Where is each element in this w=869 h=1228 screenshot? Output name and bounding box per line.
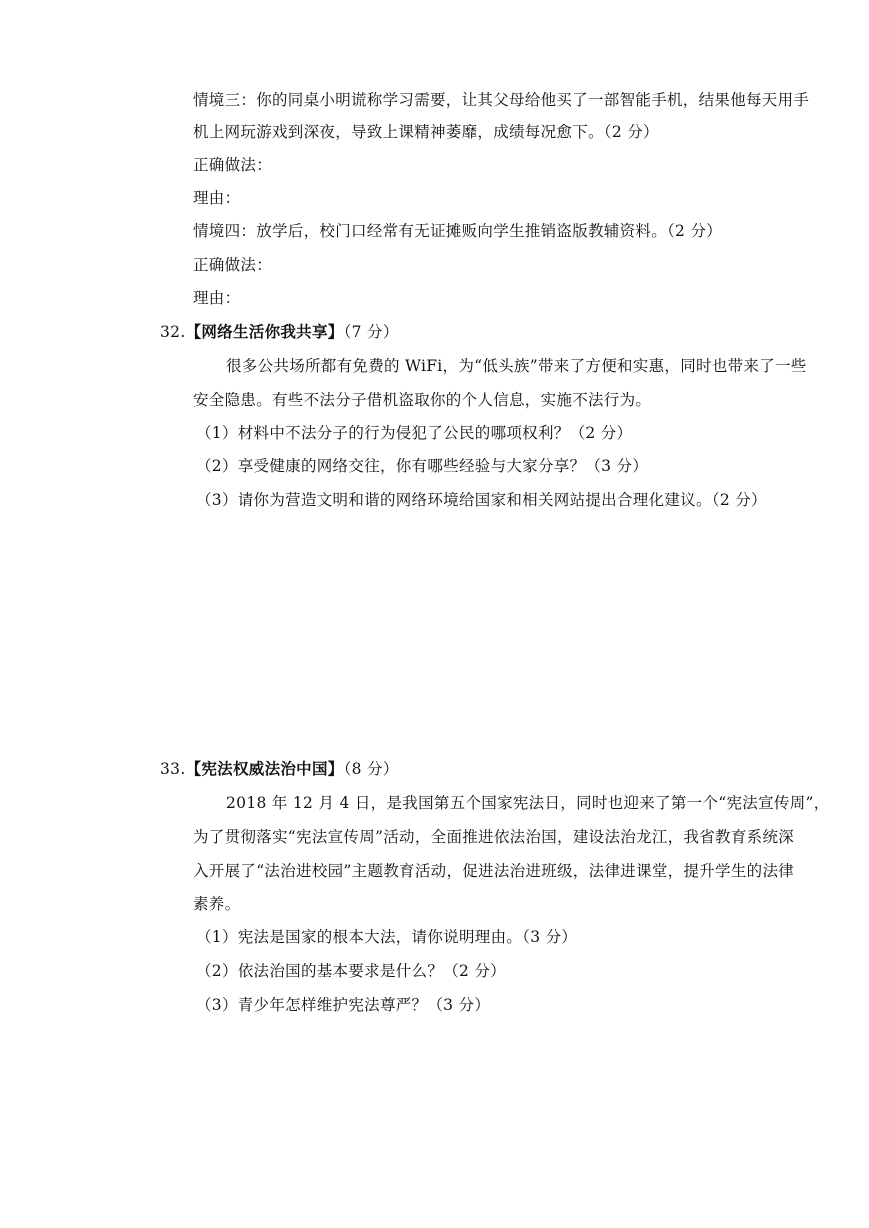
question-33-material-line-1: 2018 年 12 月 4 日，是我国第五个国家宪法日，同时也迎来了第一个“宪法宣传周”， bbox=[226, 794, 830, 812]
question-33-material-line-2: 为了贯彻落实“宪法宣传周”活动，全面推进依法治国，建设法治龙江，我省教育系统深 bbox=[193, 828, 795, 846]
scenario-4-practice-label: 正确做法： bbox=[193, 256, 273, 274]
question-32-sub-2: （2）享受健康的网络交往，你有哪些经验与大家分享？（3 分） bbox=[196, 457, 649, 475]
scenario-3-practice-label: 正确做法： bbox=[193, 156, 273, 174]
question-32-heading bbox=[160, 322, 399, 342]
question-33-score: （8 分） bbox=[343, 760, 399, 778]
question-33-sub-1: （1）宪法是国家的根本大法，请你说明理由。（3 分） bbox=[196, 928, 578, 946]
question-33-title: 【宪法权威法治中国】 bbox=[185, 759, 344, 778]
question-33-material-line-3: 入开展了“法治进校园”主题教育活动，促进法治进班级，法律进课堂，提升学生的法律 bbox=[193, 862, 795, 880]
question-32-score: （7 分） bbox=[343, 323, 399, 341]
scenario-3-text-line-2: 机上网玩游戏到深夜，导致上课精神萎靡，成绩每况愈下。（2 分） bbox=[193, 123, 659, 141]
scenario-3-reason-label: 理由： bbox=[193, 189, 241, 207]
question-32-number: 32. bbox=[160, 323, 186, 341]
question-32-sub-1: （1）材料中不法分子的行为侵犯了公民的哪项权利？（2 分） bbox=[196, 424, 633, 442]
scenario-4-reason-label: 理由： bbox=[193, 289, 241, 307]
question-33-material-line-4: 素养。 bbox=[193, 895, 241, 913]
question-33-heading bbox=[160, 759, 399, 779]
question-32-sub-3: （3）请你为营造文明和谐的网络环境给国家和相关网站提出合理化建议。（2 分） bbox=[196, 491, 767, 509]
question-32-material-line-1: 很多公共场所都有免费的 WiFi，为“低头族”带来了方便和实惠，同时也带来了一些 bbox=[226, 357, 807, 375]
question-32-material-line-2: 安全隐患。有些不法分子借机盗取你的个人信息，实施不法行为。 bbox=[193, 391, 652, 409]
question-32-title: 【网络生活你我共享】 bbox=[185, 322, 344, 341]
scenario-3-text-line-1: 情境三：你的同桌小明谎称学习需要，让其父母给他买了一部智能手机，结果他每天用手 bbox=[193, 91, 810, 109]
question-33-number: 33. bbox=[160, 760, 186, 778]
question-33-sub-2: （2）依法治国的基本要求是什么？（2 分） bbox=[196, 962, 506, 980]
scenario-4-text-line-1: 情境四：放学后，校门口经常有无证摊贩向学生推销盗版教辅资料。（2 分） bbox=[193, 222, 723, 240]
question-33-sub-3: （3）青少年怎样维护宪法尊严？（3 分） bbox=[196, 996, 491, 1014]
